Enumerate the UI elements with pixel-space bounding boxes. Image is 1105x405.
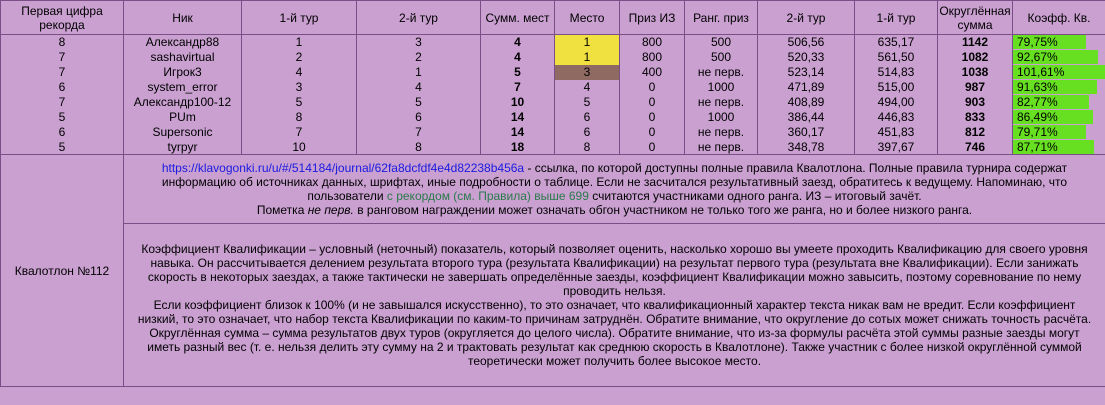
prize-cell: 800	[620, 50, 685, 65]
coef-cell	[1013, 50, 1105, 65]
record-digit-cell: 7	[1, 65, 124, 80]
header-sum-places: Сумм. мест	[481, 1, 555, 35]
explanation-p1: Коэффициент Квалификации – условный (неточный) показатель, который позволяет оценить, насколько хорошо вы умеете проходить Квалификацию для своего уровня навыка. Он рассчитывается делением результата второго тура (результата Квалификации) на результат первого тура (результата вне Квалификации). Если занижать скорость в некоторых заездах, а также тактически не завершать определённые заезды, коэффициент Квалификации можно завысить, поэтому соревнование по нему проводить нельзя.	[141, 242, 1088, 298]
results-rows	[1, 35, 1105, 155]
rounded-sum-cell: 903	[938, 95, 1013, 110]
rank-prize-cell: 1000	[685, 110, 758, 125]
round2-place-cell: 8	[357, 140, 481, 155]
record-digit-cell: 7	[1, 50, 124, 65]
round1-place-cell: 2	[242, 50, 357, 65]
coef-cell	[1013, 95, 1105, 110]
nick-cell: Supersonic	[124, 125, 242, 140]
header-rounded-sum: Округлённая сумма	[938, 1, 1013, 35]
table-row	[1, 50, 1105, 65]
record-digit-cell: 8	[1, 35, 124, 50]
round2-place-cell: 5	[357, 95, 481, 110]
coef-cell	[1013, 140, 1105, 155]
explanation-p3: Округлённая сумма – сумма результатов двух туров (округляется до целого числа). Обратите внимание, что из-за формулы расчёта этой суммы разные заезды могут иметь разный вес (т. е. нельзя делить эту сумму на 2 и трактовать результат как среднюю скорость в Квалотлоне). Также участник с более низкой округлённой суммой теоретически может получить более высокое место.	[147, 326, 1082, 368]
round1-place-cell: 5	[242, 95, 357, 110]
place-cell: 1	[555, 35, 620, 50]
rank-prize-cell: не перв.	[685, 65, 758, 80]
explanation-p2: Если коэффициент близок к 100% (и не завышался искусственно), то это означает, что квалификационный характер текста никак вам не вредит. Если коэффициент низкий, то это означает, что набор текста Квалификации по каким-то причинам затруднён. Обратите внимание, что округление до сотых может снижать точность расчёта.	[137, 298, 1092, 326]
coef-bar: 87,71%	[1013, 140, 1094, 154]
header-round1-result: 1-й тур	[855, 1, 938, 35]
round2-result-cell: 520,33	[758, 50, 855, 65]
header-rank-prize: Ранг. приз	[685, 1, 758, 35]
rules-link[interactable]: https://klavogonki.ru/u/#/514184/journal/62fa8dcfdf4e4d82238b456a	[161, 161, 525, 175]
rank-prize-cell: 1000	[685, 80, 758, 95]
round2-result-cell: 506,56	[758, 35, 855, 50]
place-cell: 3	[555, 65, 620, 80]
round1-result-cell: 635,17	[855, 35, 938, 50]
table-row	[1, 140, 1105, 155]
round2-result-cell: 348,78	[758, 140, 855, 155]
sum-places-cell: 14	[481, 110, 555, 125]
coef-bar: 86,49%	[1013, 110, 1093, 124]
record-digit-cell: 7	[1, 95, 124, 110]
rules-text-end: считаются участниками одного ранга. ИЗ – итоговый зачёт.	[588, 189, 922, 203]
rounded-sum-cell: 833	[938, 110, 1013, 125]
prize-cell: 0	[620, 80, 685, 95]
table-row	[1, 95, 1105, 110]
coef-cell	[1013, 80, 1105, 95]
coef-cell	[1013, 110, 1105, 125]
prize-cell: 800	[620, 35, 685, 50]
sum-places-cell: 4	[481, 50, 555, 65]
round2-result-cell: 471,89	[758, 80, 855, 95]
sum-places-cell: 5	[481, 65, 555, 80]
tournament-label: Квалотлон №112	[1, 155, 124, 387]
table-row	[1, 35, 1105, 50]
header-coef: Коэфф. Кв.	[1013, 1, 1105, 35]
round1-result-cell: 494,00	[855, 95, 938, 110]
place-cell: 6	[555, 125, 620, 140]
sum-places-cell: 14	[481, 125, 555, 140]
nick-cell: sashavirtual	[124, 50, 242, 65]
header-nick: Ник	[124, 1, 242, 35]
round1-result-cell: 515,00	[855, 80, 938, 95]
place-cell: 8	[555, 140, 620, 155]
coef-cell	[1013, 125, 1105, 140]
round2-place-cell: 1	[357, 65, 481, 80]
prize-cell: 0	[620, 140, 685, 155]
header-round2-result: 2-й тур	[758, 1, 855, 35]
round1-result-cell: 451,83	[855, 125, 938, 140]
place-cell: 1	[555, 50, 620, 65]
nick-cell: Александр88	[124, 35, 242, 50]
coef-bar: 101,61%	[1013, 65, 1105, 79]
header-round1-place: 1-й тур	[242, 1, 357, 35]
rounded-sum-cell: 1142	[938, 35, 1013, 50]
rank-prize-cell: не перв.	[685, 95, 758, 110]
sum-places-cell: 10	[481, 95, 555, 110]
round2-result-cell: 408,89	[758, 95, 855, 110]
rounded-sum-cell: 1082	[938, 50, 1013, 65]
place-cell: 4	[555, 80, 620, 95]
sum-places-cell: 4	[481, 35, 555, 50]
rounded-sum-cell: 987	[938, 80, 1013, 95]
round1-place-cell: 8	[242, 110, 357, 125]
round2-place-cell: 4	[357, 80, 481, 95]
record-highlight-text: с рекордом (см. Правила) выше 699	[386, 189, 589, 203]
round1-result-cell: 561,50	[855, 50, 938, 65]
note-italic: не перв.	[307, 203, 354, 217]
round2-place-cell: 3	[357, 35, 481, 50]
round1-place-cell: 1	[242, 35, 357, 50]
coef-bar: 92,67%	[1013, 50, 1098, 64]
table-row	[1, 80, 1105, 95]
table-row	[1, 65, 1105, 80]
rank-prize-cell: не перв.	[685, 140, 758, 155]
header-place: Место	[555, 1, 620, 35]
explanation-row	[1, 224, 1105, 387]
rank-prize-cell: 500	[685, 50, 758, 65]
coef-bar: 91,63%	[1013, 80, 1097, 94]
round2-result-cell: 386,44	[758, 110, 855, 125]
rounded-sum-cell: 812	[938, 125, 1013, 140]
round1-place-cell: 7	[242, 125, 357, 140]
place-cell: 5	[555, 95, 620, 110]
table-row	[1, 125, 1105, 140]
rounded-sum-cell: 1038	[938, 65, 1013, 80]
nick-cell: Игрок3	[124, 65, 242, 80]
nick-cell: PUm	[124, 110, 242, 125]
coef-cell	[1013, 35, 1105, 50]
coef-bar: 79,75%	[1013, 35, 1086, 49]
table-row	[1, 110, 1105, 125]
coef-bar: 82,77%	[1013, 95, 1089, 109]
round2-result-cell: 523,14	[758, 65, 855, 80]
round2-place-cell: 6	[357, 110, 481, 125]
sum-places-cell: 18	[481, 140, 555, 155]
round2-result-cell: 360,17	[758, 125, 855, 140]
round1-result-cell: 514,83	[855, 65, 938, 80]
place-cell: 6	[555, 110, 620, 125]
round2-place-cell: 7	[357, 125, 481, 140]
record-digit-cell: 6	[1, 80, 124, 95]
nick-cell: tyrpyr	[124, 140, 242, 155]
record-digit-cell: 5	[1, 140, 124, 155]
header-round2-place: 2-й тур	[357, 1, 481, 35]
header-row	[1, 1, 1105, 35]
coef-explanation	[124, 224, 1105, 387]
nick-cell: Александр100-12	[124, 95, 242, 110]
rank-prize-cell: не перв.	[685, 125, 758, 140]
rounded-sum-cell: 746	[938, 140, 1013, 155]
note-text: Пометка	[256, 203, 308, 217]
round1-place-cell: 4	[242, 65, 357, 80]
round2-place-cell: 2	[357, 50, 481, 65]
rules-info	[124, 155, 1105, 224]
round1-result-cell: 446,83	[855, 110, 938, 125]
info-row	[1, 155, 1105, 224]
record-digit-cell: 6	[1, 125, 124, 140]
prize-cell: 0	[620, 125, 685, 140]
prize-cell: 0	[620, 110, 685, 125]
round1-place-cell: 3	[242, 80, 357, 95]
coef-cell	[1013, 65, 1105, 80]
nick-cell: system_error	[124, 80, 242, 95]
round1-result-cell: 397,67	[855, 140, 938, 155]
header-record-digit: Первая цифра рекорда	[1, 1, 124, 35]
note-text-end: в ранговом награждении может означать обгон участником не только того же ранга, но и более низкого ранга.	[353, 203, 973, 217]
record-digit-cell: 5	[1, 110, 124, 125]
round1-place-cell: 10	[242, 140, 357, 155]
rank-prize-cell: 500	[685, 35, 758, 50]
coef-bar: 79,71%	[1013, 125, 1086, 139]
sum-places-cell: 7	[481, 80, 555, 95]
rules-text: - ссылка, по которой доступны полные правила Квалотлона. Полные правила турнира содержат информацию об источниках данных, шрифтах, иные подробности о таблице. Если не засчитался результативный заезд, обратитесь к ведущему. Напоминаю, что пользователи	[161, 161, 1068, 203]
header-prize: Приз ИЗ	[620, 1, 685, 35]
prize-cell: 400	[620, 65, 685, 80]
prize-cell: 0	[620, 95, 685, 110]
